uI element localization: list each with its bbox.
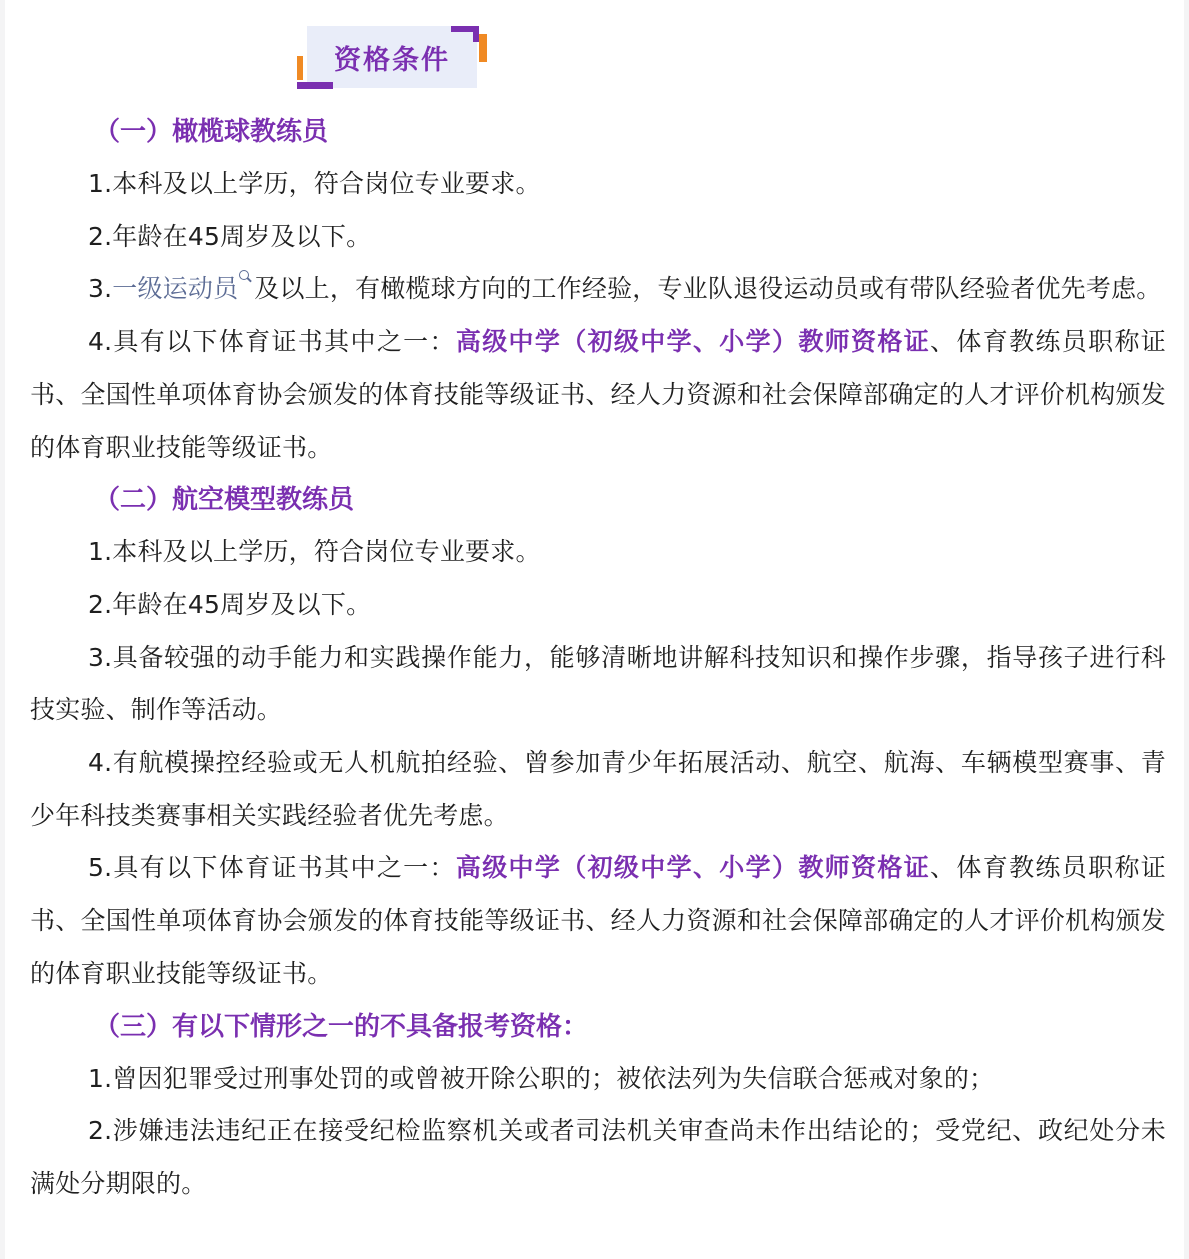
section-heading-disqualifications: （三）有以下情形之一的不具备报考资格： (94, 1011, 589, 1042)
requirement-item: 3.具备较强的动手能力和实践操作能力，能够清晰地讲解科技知识和操作步骤，指导孩子进行科技实验、制作等活动。 (30, 642, 1166, 725)
requirement-item: 1.曾因犯罪受过刑事处罚的或曾被开除公职的；被依法列为失信联合惩戒对象的； (88, 1063, 995, 1093)
page-title: 资格条件 (334, 45, 450, 76)
item-number: 3. (88, 274, 113, 304)
requirement-item: 1.本科及以上学历，符合岗位专业要求。 (88, 537, 541, 567)
item-text: 4.具有以下体育证书其中之一： (88, 327, 456, 357)
requirement-item: 2.年龄在45周岁及以下。 (88, 589, 372, 619)
section-heading-aeromodel: （二）航空模型教练员 (94, 485, 355, 516)
badge-corner-decoration (297, 82, 333, 89)
requirement-item (30, 316, 1166, 474)
requirement-item (30, 842, 1166, 1000)
item-text: 、体育教练员职称证书、全国性单项体育协会颁发的体育技能等级证书、经人力资源和社会保障部确定的人才评价机构颁发的体育职业技能等级证书。 (30, 327, 1166, 462)
requirement-item: 2.年龄在45周岁及以下。 (88, 221, 372, 251)
badge-corner-decoration (297, 56, 303, 80)
requirement-item: 1.本科及以上学历，符合岗位专业要求。 (88, 169, 541, 198)
section-heading-rugby: （一）橄榄球教练员 (94, 117, 329, 147)
item-text: 5.具有以下体育证书其中之一： (88, 853, 456, 883)
requirement-item (30, 263, 1166, 316)
section-title-badge (297, 26, 487, 90)
search-icon[interactable] (238, 269, 252, 287)
athlete-level-link[interactable]: 一级运动员 (112, 274, 239, 304)
highlighted-certificate: 高级中学（初级中学、小学）教师资格证 (455, 327, 931, 357)
item-text: 、体育教练员职称证书、全国性单项体育协会颁发的体育技能等级证书、经人力资源和社会保障部确定的人才评价机构颁发的体育职业技能等级证书。 (30, 853, 1166, 988)
requirement-item: 2.涉嫌违法违纪正在接受纪检监察机关或者司法机关审查尚未作出结论的；受党纪、政纪处分未满处分期限的。 (30, 1116, 1166, 1198)
badge-corner-decoration (479, 34, 487, 62)
article-content (30, 106, 1166, 1211)
article-page (5, 0, 1184, 1259)
item-text: 及以上，有橄榄球方向的工作经验，专业队退役运动员或有带队经验者优先考虑。 (254, 274, 1162, 304)
highlighted-certificate: 高级中学（初级中学、小学）教师资格证 (455, 853, 931, 883)
requirement-item: 4.有航模操控经验或无人机航拍经验、曾参加青少年拓展活动、航空、航海、车辆模型赛事、青少年科技类赛事相关实践经验者优先考虑。 (30, 748, 1166, 830)
